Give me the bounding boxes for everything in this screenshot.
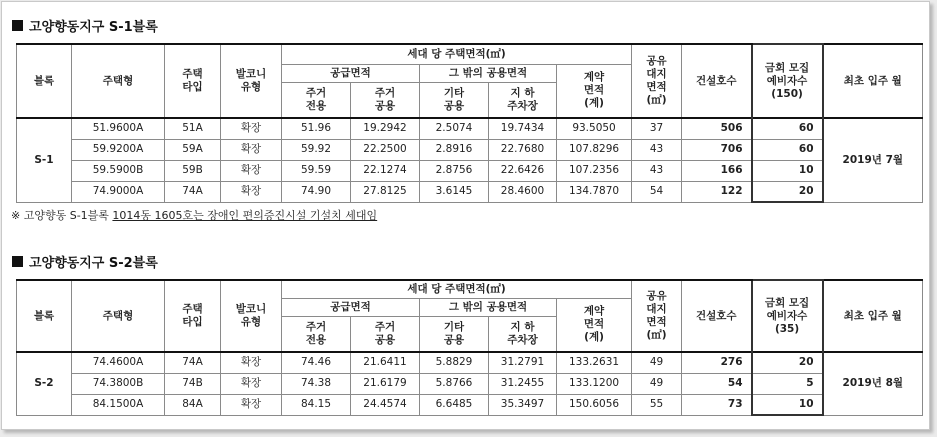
contract-cell: 134.7870 xyxy=(557,181,632,202)
section-title-s1 xyxy=(12,16,158,35)
units-cell: 166 xyxy=(682,160,752,181)
units-cell: 73 xyxy=(682,394,752,415)
res-exclusive-cell: 74.46 xyxy=(282,352,351,373)
balcony-cell: 확장 xyxy=(221,373,282,394)
type-cell: 74A xyxy=(165,181,221,202)
reserve-cell: 60 xyxy=(752,139,823,160)
land-cell: 54 xyxy=(632,181,682,202)
reserve-cell: 20 xyxy=(752,181,823,202)
res-exclusive-cell: 59.59 xyxy=(282,160,351,181)
res-exclusive-cell: 74.38 xyxy=(282,373,351,394)
type-cell: 74A xyxy=(165,352,221,373)
header-house-type: 주택형 xyxy=(72,44,165,118)
header-area-group: 세대 당 주택면적(㎡) xyxy=(282,280,632,298)
s2-table xyxy=(16,279,923,416)
etc-common-cell: 2.8756 xyxy=(420,160,489,181)
res-common-cell: 27.8125 xyxy=(351,181,420,202)
reserve-cell: 60 xyxy=(752,118,823,139)
document-frame xyxy=(1,1,930,430)
balcony-cell: 확장 xyxy=(221,181,282,202)
table-row xyxy=(17,139,923,160)
table-row xyxy=(17,373,923,394)
balcony-cell: 확장 xyxy=(221,160,282,181)
res-exclusive-cell: 51.96 xyxy=(282,118,351,139)
land-cell: 37 xyxy=(632,118,682,139)
header-house-type: 주택형 xyxy=(72,280,165,352)
house-type-cell: 59.5900B xyxy=(72,160,165,181)
contract-cell: 107.2356 xyxy=(557,160,632,181)
etc-common-cell: 2.8916 xyxy=(420,139,489,160)
header-res-exclusive: 주거 전용 xyxy=(282,316,351,352)
type-cell: 84A xyxy=(165,394,221,415)
etc-common-cell: 5.8766 xyxy=(420,373,489,394)
table-row xyxy=(17,160,923,181)
res-exclusive-cell: 59.92 xyxy=(282,139,351,160)
move-in-cell: 2019년 7월 xyxy=(823,118,923,202)
header-res-exclusive: 주거 전용 xyxy=(282,82,351,118)
land-cell: 49 xyxy=(632,352,682,373)
res-common-cell: 24.4574 xyxy=(351,394,420,415)
header-basement-parking: 지 하 주차장 xyxy=(489,82,557,118)
parking-cell: 19.7434 xyxy=(489,118,557,139)
s1-table xyxy=(16,43,923,203)
header-contract-area: 계약 면적 (계) xyxy=(557,298,632,352)
balcony-cell: 확장 xyxy=(221,352,282,373)
square-bullet-icon xyxy=(12,20,23,31)
type-cell: 51A xyxy=(165,118,221,139)
house-type-cell: 59.9200A xyxy=(72,139,165,160)
house-type-cell: 74.9000A xyxy=(72,181,165,202)
parking-cell: 28.4600 xyxy=(489,181,557,202)
header-supply-area: 공급면적 xyxy=(282,64,420,82)
contract-cell: 93.5050 xyxy=(557,118,632,139)
contract-cell: 150.6056 xyxy=(557,394,632,415)
parking-cell: 22.6426 xyxy=(489,160,557,181)
header-balcony: 발코니 유형 xyxy=(221,44,282,118)
parking-cell: 31.2791 xyxy=(489,352,557,373)
reserve-cell: 5 xyxy=(752,373,823,394)
header-res-common: 주거 공용 xyxy=(351,82,420,118)
reserve-cell: 10 xyxy=(752,394,823,415)
etc-common-cell: 5.8829 xyxy=(420,352,489,373)
header-block: 블록 xyxy=(17,280,72,352)
house-type-cell: 51.9600A xyxy=(72,118,165,139)
section-title-s2 xyxy=(12,252,158,271)
table-row xyxy=(17,118,923,139)
header-land-share: 공유 대지 면적 (㎡) xyxy=(632,280,682,352)
header-type-code: 주택 타입 xyxy=(165,44,221,118)
house-type-cell: 74.3800B xyxy=(72,373,165,394)
table-row xyxy=(17,394,923,415)
reserve-cell: 20 xyxy=(752,352,823,373)
parking-cell: 31.2455 xyxy=(489,373,557,394)
res-common-cell: 22.1274 xyxy=(351,160,420,181)
header-etc-common: 기타 공용 xyxy=(420,82,489,118)
square-bullet-icon xyxy=(12,256,23,267)
header-other-area: 그 밖의 공용면적 xyxy=(420,298,557,316)
units-cell: 506 xyxy=(682,118,752,139)
res-common-cell: 21.6179 xyxy=(351,373,420,394)
type-cell: 59A xyxy=(165,139,221,160)
header-reserve: 금회 모집 예비자수 (150) xyxy=(752,44,823,118)
reserve-cell: 10 xyxy=(752,160,823,181)
land-cell: 43 xyxy=(632,160,682,181)
land-cell: 43 xyxy=(632,139,682,160)
type-cell: 59B xyxy=(165,160,221,181)
units-cell: 276 xyxy=(682,352,752,373)
s2-title: 고양향동지구 S-2블록 xyxy=(29,256,158,271)
s1-title: 고양향동지구 S-1블록 xyxy=(29,20,158,35)
balcony-cell: 확장 xyxy=(221,394,282,415)
header-area-group: 세대 당 주택면적(㎡) xyxy=(282,44,632,64)
header-other-area: 그 밖의 공용면적 xyxy=(420,64,557,82)
header-land-share: 공유 대지 면적 (㎡) xyxy=(632,44,682,118)
table-row xyxy=(17,181,923,202)
note-underlined: 1014동 1605호는 장애인 편의증진시설 기설치 세대임 xyxy=(112,209,378,222)
block-cell: S-2 xyxy=(17,352,72,415)
house-type-cell: 84.1500A xyxy=(72,394,165,415)
etc-common-cell: 2.5074 xyxy=(420,118,489,139)
balcony-cell: 확장 xyxy=(221,139,282,160)
res-exclusive-cell: 84.15 xyxy=(282,394,351,415)
s1-note xyxy=(11,207,377,223)
header-type-code: 주택 타입 xyxy=(165,280,221,352)
header-move-in: 최초 입주 월 xyxy=(823,44,923,118)
table-row xyxy=(17,352,923,373)
header-res-common: 주거 공용 xyxy=(351,316,420,352)
res-exclusive-cell: 74.90 xyxy=(282,181,351,202)
units-cell: 706 xyxy=(682,139,752,160)
contract-cell: 133.2631 xyxy=(557,352,632,373)
units-cell: 122 xyxy=(682,181,752,202)
header-units: 건설호수 xyxy=(682,44,752,118)
res-common-cell: 19.2942 xyxy=(351,118,420,139)
house-type-cell: 74.4600A xyxy=(72,352,165,373)
header-move-in: 최초 입주 월 xyxy=(823,280,923,352)
balcony-cell: 확장 xyxy=(221,118,282,139)
res-common-cell: 21.6411 xyxy=(351,352,420,373)
move-in-cell: 2019년 8월 xyxy=(823,352,923,415)
parking-cell: 22.7680 xyxy=(489,139,557,160)
land-cell: 49 xyxy=(632,373,682,394)
contract-cell: 107.8296 xyxy=(557,139,632,160)
units-cell: 54 xyxy=(682,373,752,394)
header-block: 블록 xyxy=(17,44,72,118)
header-reserve: 금회 모집 예비자수 (35) xyxy=(752,280,823,352)
header-etc-common: 기타 공용 xyxy=(420,316,489,352)
contract-cell: 133.1200 xyxy=(557,373,632,394)
etc-common-cell: 3.6145 xyxy=(420,181,489,202)
etc-common-cell: 6.6485 xyxy=(420,394,489,415)
header-units: 건설호수 xyxy=(682,280,752,352)
header-contract-area: 계약 면적 (계) xyxy=(557,64,632,118)
res-common-cell: 22.2500 xyxy=(351,139,420,160)
type-cell: 74B xyxy=(165,373,221,394)
header-supply-area: 공급면적 xyxy=(282,298,420,316)
header-balcony: 발코니 유형 xyxy=(221,280,282,352)
header-basement-parking: 지 하 주차장 xyxy=(489,316,557,352)
note-prefix: ※ 고양향동 S-1블록 xyxy=(11,209,113,222)
parking-cell: 35.3497 xyxy=(489,394,557,415)
block-cell: S-1 xyxy=(17,118,72,202)
land-cell: 55 xyxy=(632,394,682,415)
